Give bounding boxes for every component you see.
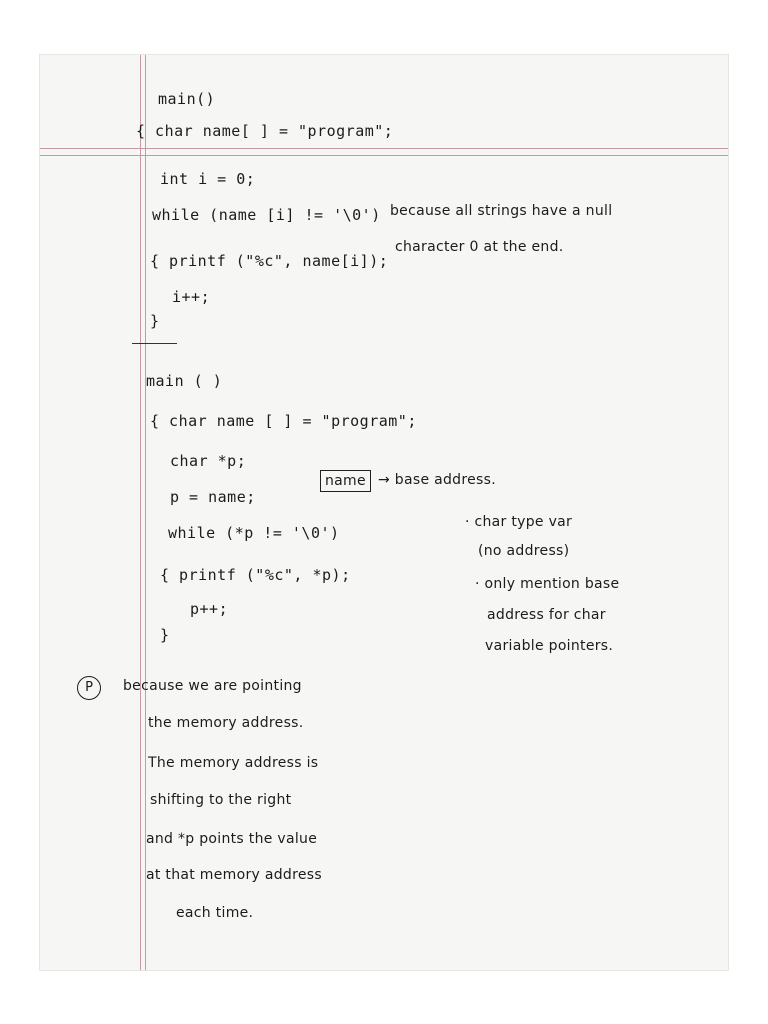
explanation-line: because we are pointing <box>123 678 302 694</box>
explanation-line: The memory address is <box>148 755 319 771</box>
point-marker: P <box>77 676 101 700</box>
note-line: character 0 at the end. <box>395 239 564 255</box>
code-line: main ( ) <box>146 372 223 390</box>
side-note-line: (no address) <box>478 543 570 559</box>
code-line: while (*p != '\0') <box>168 524 340 542</box>
note-line: because all strings have a null <box>390 203 613 219</box>
notebook-page <box>40 55 728 970</box>
code-line: main() <box>158 90 216 108</box>
side-note-line: · only mention base <box>475 576 620 592</box>
code-line: { char name[ ] = "program"; <box>136 122 394 140</box>
explanation-line: at that memory address <box>146 867 322 883</box>
explanation-line: shifting to the right <box>150 792 292 808</box>
margin-line <box>140 55 141 970</box>
code-line: { printf ("%c", *p); <box>160 566 351 584</box>
code-line: { printf ("%c", name[i]); <box>150 252 389 270</box>
code-line: char *p; <box>170 452 247 470</box>
code-line: } <box>150 312 160 330</box>
explanation-line: each time. <box>176 905 254 921</box>
explanation-line: and *p points the value <box>146 831 318 847</box>
ruled-line <box>40 148 728 149</box>
side-note-line: address for char <box>487 607 606 623</box>
code-line: int i = 0; <box>160 170 256 188</box>
code-line: p = name; <box>170 488 256 506</box>
side-note-line: · char type var <box>465 514 573 530</box>
boxed-variable-name: name <box>320 470 371 492</box>
code-line: } <box>160 626 170 644</box>
code-line: p++; <box>190 600 229 618</box>
code-line: { char name [ ] = "program"; <box>150 412 417 430</box>
section-divider <box>132 343 177 344</box>
base-address-note: → base address. <box>378 472 496 488</box>
code-line: i++; <box>172 288 211 306</box>
side-note-line: variable pointers. <box>485 638 614 654</box>
explanation-line: the memory address. <box>148 715 304 731</box>
ruled-line <box>40 155 728 156</box>
code-line: while (name [i] != '\0') <box>152 206 381 224</box>
